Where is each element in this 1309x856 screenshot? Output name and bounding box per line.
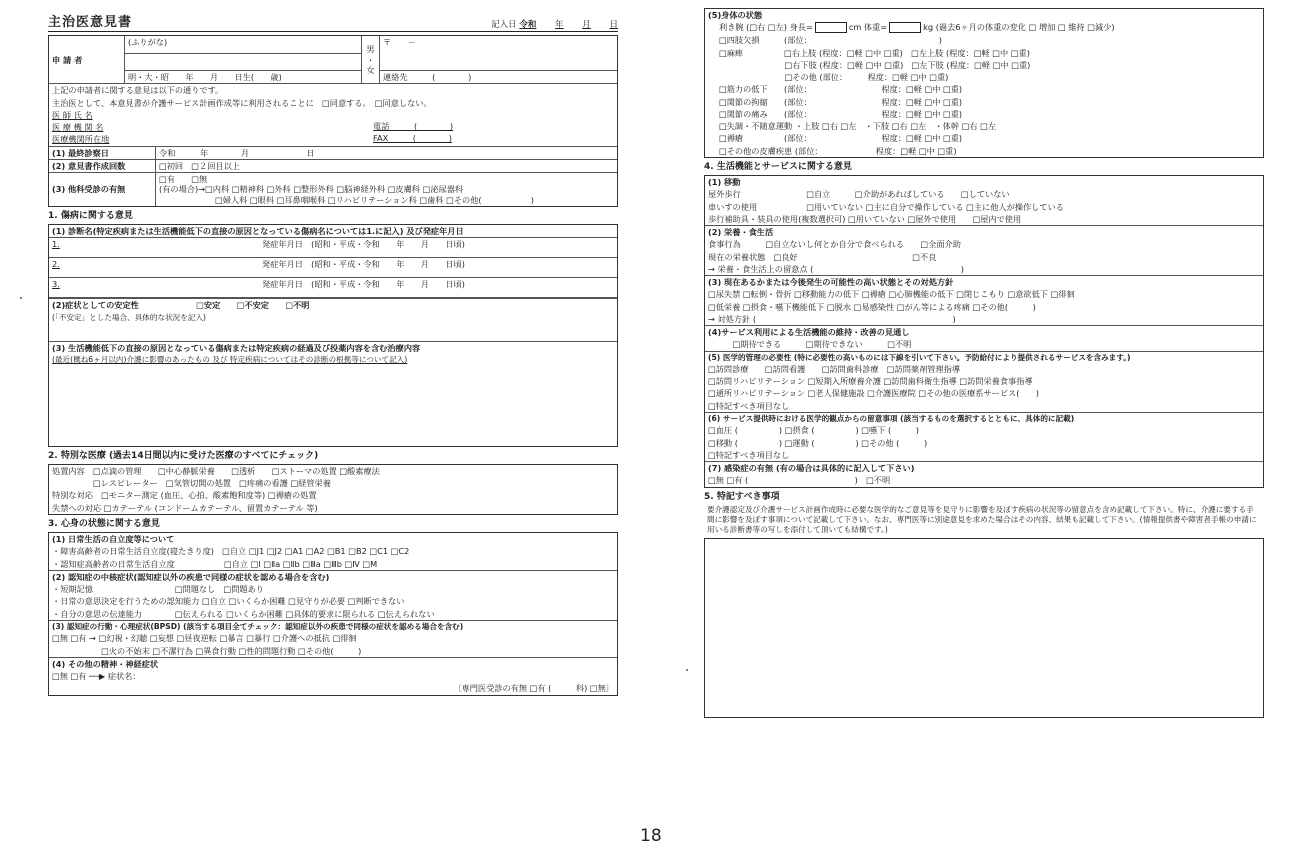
- fax-field[interactable]: FAX ( ): [373, 133, 452, 143]
- risks-line-1[interactable]: □尿失禁 □転倒・骨折 □移動能力の低下 □褥瘡 □心肺機能の低下 □閉じこもり □意欲低下 □徘徊: [708, 289, 1075, 300]
- applicant-box: [48, 35, 618, 207]
- sex-male: 男: [366, 44, 375, 55]
- outlook-line-1[interactable]: □期待できる □期待できない □不明: [708, 339, 912, 350]
- doc-title: 主治医意見書: [48, 14, 133, 30]
- body-line-3[interactable]: □右下肢 (程度：□軽 □中 □重) □左下肢 (程度：□軽 □中 □重): [719, 59, 1031, 70]
- infection-title: (7) 感染症の有無 (有の場合は具体的に記入して下さい): [705, 461, 1263, 474]
- scan-speck: [20, 297, 22, 299]
- sec2-line-1[interactable]: 処置内容 □点滴の管理 □中心静脈栄養 □透析 □ストーマの処置 □酸素療法: [52, 465, 380, 476]
- sec2-line-3[interactable]: 特別な対応 □モニター測定 (血圧、心拍、酸素飽和度等) □褥瘡の処置: [52, 490, 317, 501]
- sec3-title: 3. 心身の状態に関する意見: [48, 518, 160, 529]
- medical-title: (5) 医学的管理の必要性 (特に必要性の高いものには下線を引いて下さい。予防給付により提供されるサービスを含みます。): [705, 351, 1263, 363]
- sec2-line-4[interactable]: 失禁への対応 □カテーテル (コンドームカテーテル、留置カテーテル 等): [52, 502, 318, 513]
- furigana-field[interactable]: (ふりがな): [125, 36, 361, 54]
- diagnosis-header: (1) 診断名(特定疾病または生活機能低下の直接の原因となっている傷病名については1.に記入) 及び発症年月日: [52, 226, 464, 236]
- name-field[interactable]: [125, 54, 361, 71]
- date-day: 日: [609, 20, 618, 31]
- other-dept-line-1[interactable]: □有 □無: [159, 174, 208, 184]
- body-line-9[interactable]: □褥瘡 (部位： 程度：□軽 □中 □重): [719, 133, 963, 144]
- sec5-title: 5. 特記すべき事項: [704, 491, 780, 502]
- other-dept-label: (3) 他科受診の有無: [52, 184, 126, 195]
- stability-field[interactable]: (2)症状としての安定性 □安定 □不安定 □不明: [52, 300, 310, 311]
- cautions-title: (6) サービス提供時における医学的観点からの留意事項 (該当するものを選択するとともに、具体的に記載): [705, 412, 1263, 424]
- sex-female: 女: [366, 64, 375, 75]
- sec2-title: 2. 特別な医療 (過去14日間以内に受けた医療のすべてにチェック): [48, 450, 319, 461]
- other-dept-options[interactable]: [155, 173, 617, 206]
- move-title: (1) 移動: [708, 177, 741, 187]
- date-era: 令和: [519, 20, 537, 31]
- sec3-line-6[interactable]: ・日常の意思決定を行うための認知能力 □自立 □いくらか困難 □見守りが必要 □判断できない: [52, 596, 405, 607]
- sec2-box[interactable]: [48, 464, 618, 515]
- nutrition-line-2[interactable]: 現在の栄養状態 □良好 □不良: [708, 251, 937, 262]
- sec3-line-10[interactable]: □火の不始末 □不潔行為 □異食行動 □性的問題行動 □その他( ): [52, 645, 362, 656]
- risks-title: (3) 現在あるかまたは今後発生の可能性の高い状態とその対処方針: [705, 275, 1263, 288]
- page-number: 18: [640, 826, 662, 846]
- outlook-title: (4)サービス利用による生活機能の維持・改善の見通し: [705, 325, 1263, 338]
- sec4-box: [704, 175, 1264, 488]
- sec3-line-12[interactable]: □無 □有 ──▶ 症状名：: [52, 671, 141, 682]
- move-line-1[interactable]: 屋外歩行 □自立 □介助があればしている □していない: [708, 189, 1010, 200]
- sec1-title: 1. 傷病に関する意見: [48, 210, 133, 221]
- right-page: [704, 8, 1264, 718]
- opinion-count-value[interactable]: □初回 □２回目以上: [155, 160, 617, 172]
- body-line-10[interactable]: □その他の皮膚疾患 (部位： 程度：□軽 □中 □重): [719, 145, 957, 156]
- doctor-name-field[interactable]: 医 師 氏 名: [52, 109, 93, 120]
- date-month: 月: [582, 20, 591, 31]
- intro-line-1: 上記の申請者に関する意見は以下の通りです。: [52, 85, 224, 96]
- address-field[interactable]: 医療機関所在地: [52, 134, 110, 145]
- medical-line-2[interactable]: □訪問リハビリテーション □短期入所療養介護 □訪問歯科衛生指導 □訪問栄養食事指導: [708, 376, 1033, 387]
- sec5-instructions: 要介護認定及び介護サービス計画作成時に必要な医学的なご意見等を見守りに影響を及ぼす疾病の状況等の留意点を含め記載して下さい。特に、介護に要する手間に影響を及ぼす事項について記載して下さい。なお、専門医等に別途意見を求めた場合はその内容、結果も記載して下さい。(情報提供書や障害者手帳の申請に用いる診断書等の写しを添付して頂いても結構です。): [707, 504, 1257, 534]
- date-year: 年: [555, 20, 564, 31]
- sec2-line-2[interactable]: □レスピレーター □気管切開の処置 □疼痛の看護 □経管栄養: [52, 478, 331, 489]
- body-line-7[interactable]: □関節の痛み (部位： 程度：□軽 □中 □重): [719, 108, 963, 119]
- diagnosis-1-onset[interactable]: 発症年月日 (昭和・平成・令和 年 月 日頃): [262, 239, 465, 250]
- sec3-line-2[interactable]: ・障害高齢者の日常生活自立度(寝たきり度) □自立 □J1 □J2 □A1 □A2 □B1 □B2 □C1 □C2: [52, 546, 410, 557]
- stability-detail-field[interactable]: [49, 323, 617, 341]
- body-line-4[interactable]: □その他 (部位： 程度：□軽 □中 □重): [719, 72, 949, 82]
- infection-line-1[interactable]: □無 □有 ( ) □不明: [708, 475, 891, 486]
- other-dept-line-2[interactable]: (有の場合)→□内科 □精神科 □外科 □整形外科 □脳神経外科 □皮膚科 □泌尿器科: [159, 184, 464, 195]
- applicant-label: 申 請 者: [49, 36, 125, 83]
- contact-field[interactable]: 連絡先 ( ): [383, 72, 472, 82]
- body-line-1[interactable]: □四肢欠損 (部位： ): [719, 35, 942, 46]
- entry-date: [491, 20, 618, 31]
- tel-field[interactable]: 電話 ( ): [373, 120, 454, 131]
- sec3-line-3[interactable]: ・認知症高齢者の日常生活自立度 □自立 □Ⅰ □Ⅱa □Ⅱb □Ⅲa □Ⅲb □Ⅳ □M: [52, 558, 378, 569]
- postal-field[interactable]: 〒 －: [380, 36, 617, 71]
- diagnosis-3-onset[interactable]: 発症年月日 (昭和・平成・令和 年 月 日頃): [262, 279, 465, 290]
- medical-line-1[interactable]: □訪問診療 □訪問看護 □訪問歯科診療 □訪問薬剤管理指導: [708, 363, 961, 374]
- body-line-8[interactable]: □失調・不随意運動 ・上肢 □右 □左 ・下肢 □右 □左 ・体幹 □右 □左: [719, 121, 997, 131]
- institution-field[interactable]: 医 療 機 関 名: [52, 122, 104, 132]
- diagnosis-1-field[interactable]: 1.: [52, 239, 60, 250]
- sec3-box: [48, 532, 618, 695]
- nutrition-line-1[interactable]: 食事行為 □自立ないし何とか自分で食べられる □全面介助: [708, 239, 961, 250]
- height-unit: cm 体重=: [848, 22, 888, 33]
- risks-line-3[interactable]: → 対処方針 ( ): [708, 313, 956, 324]
- sec3-line-1: (1) 日常生活の自立度等について: [52, 534, 175, 545]
- weight-unit[interactable]: kg (過去6ヶ月の体重の変化 □ 増加 □ 維持 □減少): [923, 22, 1115, 33]
- last-exam-label: (1) 最終診察日: [52, 147, 109, 158]
- sec3-line-9[interactable]: □無 □有 → □幻視・幻聴 □妄想 □昼夜逆転 □暴言 □暴行 □介護への抵抗 □徘徊: [52, 633, 357, 644]
- sec4-title: 4. 生活機能とサービスに関する意見: [704, 161, 852, 172]
- intro-line-2[interactable]: 主治医として、本意見書が介護サービス計画作成等に利用されることに □同意する。 □同意しない。: [52, 97, 432, 108]
- sex-dot: ・: [366, 54, 375, 65]
- sec3-line-5[interactable]: ・短期記憶 □問題なし □問題あり: [52, 584, 264, 595]
- left-page: [48, 8, 618, 696]
- cautions-line-2[interactable]: □移動 ( ) □運動 ( ) □その他 ( ): [708, 437, 928, 448]
- body-state-box: [704, 8, 1264, 158]
- sec3-line-13[interactable]: 〔専門医受診の有無 □有 ( 科) □無〕: [453, 683, 614, 694]
- body-state-title: (5)身体の状態: [708, 10, 763, 20]
- weight-input[interactable]: [889, 22, 921, 33]
- sec1-box: [48, 224, 618, 447]
- scan-speck: [686, 669, 688, 671]
- sec3-line-7[interactable]: ・自分の意思の伝達能力 □伝えられる □いくらか困難 □具体的要求に限られる □伝えられない: [52, 608, 435, 619]
- title-row: [48, 8, 618, 32]
- move-line-2[interactable]: 車いすの使用 □用いていない □主に自分で操作している □主に他人が操作している: [708, 201, 1064, 212]
- move-line-3[interactable]: 歩行補助具・装具の使用(複数選択可) □用いていない □屋外で使用 □屋内で使用: [708, 213, 1022, 224]
- medical-line-3[interactable]: □通所リハビリテーション □老人保健施設 □介護医療院 □その他の医療系サービス( ): [708, 388, 1039, 399]
- sex-field[interactable]: [362, 36, 380, 83]
- special-notes-field[interactable]: [704, 538, 1264, 718]
- last-exam-value[interactable]: 令和 年 月 日: [155, 147, 617, 159]
- diagnosis-2-onset[interactable]: 発症年月日 (昭和・平成・令和 年 月 日頃): [262, 259, 465, 270]
- nutrition-line-3[interactable]: → 栄養・食生活上の留意点 ( ): [708, 263, 964, 274]
- course-detail-field[interactable]: [49, 366, 617, 446]
- sec3-line-8: (3) 認知症の行動・心理症状(BPSD) (該当する項目全てチェック：認知症以外の疾患で同様の症状を認める場合を含む): [49, 620, 617, 632]
- diagnosis-2-field[interactable]: 2.: [52, 259, 60, 270]
- hand-label[interactable]: 利き腕 (□右 □左) 身長=: [719, 22, 813, 33]
- risks-line-2[interactable]: □低栄養 □摂食・嚥下機能低下 □脱水 □易感染性 □がん等による疼痛 □その他( ): [708, 301, 1036, 312]
- body-line-2[interactable]: □麻痺 □右上肢 (程度：□軽 □中 □重) □左上肢 (程度：□軽 □中 □重): [719, 47, 1030, 58]
- hand-height-weight-row[interactable]: [705, 21, 1263, 34]
- other-dept-line-3[interactable]: □婦人科 □眼科 □耳鼻咽喉科 □リハビリテーション科 □歯科 □その他( ): [215, 194, 534, 205]
- sec3-line-11: (4) その他の精神・神経症状: [49, 657, 617, 670]
- course-header: (3) 生活機能低下の直接の原因となっている傷病または特定疾病の経過及び投薬内容を含む治療内容: [52, 342, 421, 353]
- course-note: (最近(概ね6ヶ月以内)介護に影響のあったもの 及び 特定疾病についてはその診断の根拠等について記入): [52, 355, 408, 365]
- birthdate-field[interactable]: 明・大・昭 年 月 日生( 歳): [128, 72, 282, 82]
- opinion-count-label: (2) 意見書作成回数: [52, 160, 126, 171]
- height-input[interactable]: [815, 22, 847, 33]
- sec3-line-4: (2) 認知症の中核症状(認知症以外の疾患で同様の症状を認める場合を含む): [49, 570, 617, 583]
- body-line-6[interactable]: □関節の拘縮 (部位： 程度：□軽 □中 □重): [719, 96, 963, 107]
- cautions-line-1[interactable]: □血圧 ( ) □摂食 ( ) □嚥下 ( ): [708, 425, 919, 436]
- cautions-line-3[interactable]: □特記すべき項目なし: [708, 449, 790, 460]
- nutrition-title: (2) 栄養・食生活: [705, 225, 1263, 238]
- diagnosis-3-field[interactable]: 3.: [52, 279, 60, 290]
- stability-note: (「不安定」とした場合、具体的な状況を記入): [52, 312, 206, 322]
- date-label: 記入日: [491, 20, 517, 31]
- body-line-5[interactable]: □筋力の低下 (部位： 程度：□軽 □中 □重): [719, 84, 963, 95]
- medical-line-4[interactable]: □特記すべき項目なし: [708, 400, 790, 411]
